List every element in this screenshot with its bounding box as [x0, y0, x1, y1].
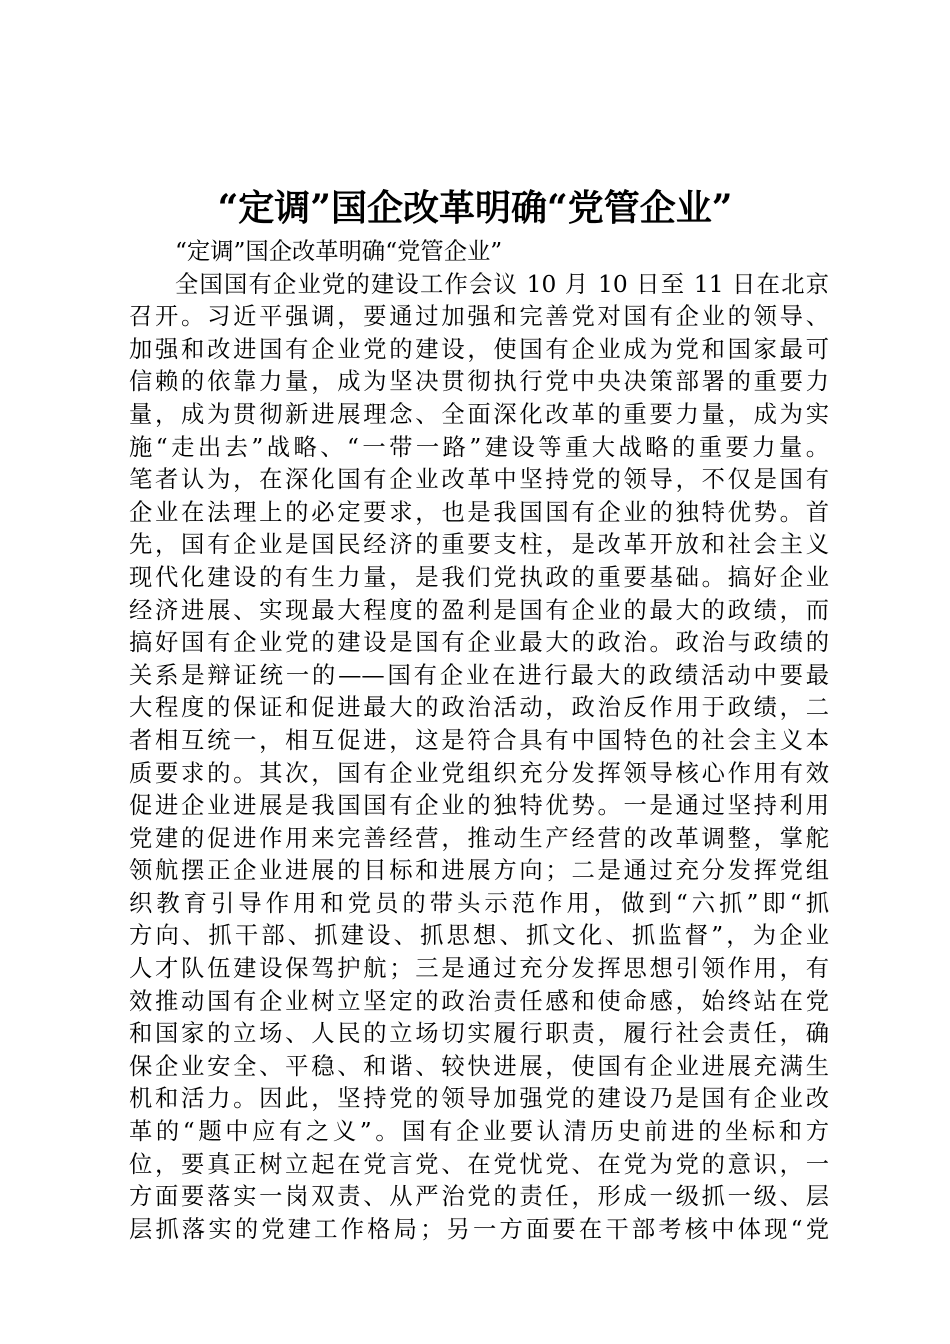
paragraph-line: 层抓落实的党建工作格局；另一方面要在干部考核中体现“党 — [129, 1215, 829, 1243]
paragraph-line: 方面要落实一岗双责、从严治党的责任，形成一级抓一级、层 — [129, 1183, 829, 1211]
paragraph-line: 关系是辩证统一的——国有企业在进行最大的政绩活动中要最 — [129, 661, 829, 689]
paragraph-line: 方向、抓干部、抓建设、抓思想、抓文化、抓监督”，为企业 — [129, 922, 829, 950]
paragraph-line: 促进企业进展是我国国有企业的独特优势。一是通过坚持利用 — [129, 792, 829, 820]
paragraph-line: 先，国有企业是国民经济的重要支柱，是改革开放和社会主义 — [129, 531, 829, 559]
paragraph-line: 笔者认为，在深化国有企业改革中坚持党的领导，不仅是国有 — [129, 466, 829, 494]
paragraph-line: 全国国有企业党的建设工作会议 10 月 10 日至 11 日在北京 — [175, 270, 829, 298]
paragraph-line: 加强和改进国有企业党的建设，使国有企业成为党和国家最可 — [129, 335, 829, 363]
paragraph-line: 效推动国有企业树立坚定的政治责任感和使命感，始终站在党 — [129, 987, 829, 1015]
paragraph-line: 和国家的立场、人民的立场切实履行职责，履行社会责任，确 — [129, 1020, 829, 1048]
paragraph-line: 者相互统一，相互促进，这是符合具有中国特色的社会主义本 — [129, 726, 829, 754]
document-title: “定调”国企改革明确“党管企业” — [217, 187, 733, 229]
paragraph-line: 企业在法理上的必定要求，也是我国国有企业的独特优势。首 — [129, 498, 829, 526]
paragraph-line: 织教育引导作用和党员的带头示范作用，做到“六抓”即“抓 — [129, 889, 829, 917]
paragraph-line: 搞好国有企业党的建设是国有企业最大的政治。政治与政绩的 — [129, 629, 829, 657]
paragraph-line: 质要求的。其次，国有企业党组织充分发挥领导核心作用有效 — [129, 759, 829, 787]
paragraph-line: 位，要真正树立起在党言党、在党忧党、在党为党的意识，一 — [129, 1150, 829, 1178]
paragraph-line: 大程度的保证和促进最大的政治活动，政治反作用于政绩，二 — [129, 694, 829, 722]
paragraph-line: 党建的促进作用来完善经营，推动生产经营的改革调整，掌舵 — [129, 824, 829, 852]
paragraph-line: 召开。习近平强调，要通过加强和完善党对国有企业的领导、 — [129, 303, 829, 331]
document-subtitle-line: “定调”国企改革明确“党管企业” — [175, 238, 503, 265]
paragraph-line: 信赖的依靠力量，成为坚决贯彻执行党中央决策部署的重要力 — [129, 368, 829, 396]
paragraph-line: 人才队伍建设保驾护航；三是通过充分发挥思想引领作用，有 — [129, 955, 829, 983]
paragraph-line: 量，成为贯彻新进展理念、全面深化改革的重要力量，成为实 — [129, 400, 829, 428]
paragraph-line: 保企业安全、平稳、和谐、较快进展，使国有企业进展充满生 — [129, 1052, 829, 1080]
paragraph-line: 经济进展、实现最大程度的盈利是国有企业的最大的政绩，而 — [129, 596, 829, 624]
paragraph-line: 现代化建设的有生力量，是我们党执政的重要基础。搞好企业 — [129, 563, 829, 591]
document-body — [129, 236, 829, 1246]
paragraph-line: 机和活力。因此，坚持党的领导加强党的建设乃是国有企业改 — [129, 1085, 829, 1113]
paragraph-line: 领航摆正企业进展的目标和进展方向；二是通过充分发挥党组 — [129, 857, 829, 885]
paragraph-line: 革的“题中应有之义”。国有企业要认清历史前进的坐标和方 — [129, 1118, 829, 1146]
paragraph-line: 施“走出去”战略、“一带一路”建设等重大战略的重要力量。 — [129, 433, 829, 461]
